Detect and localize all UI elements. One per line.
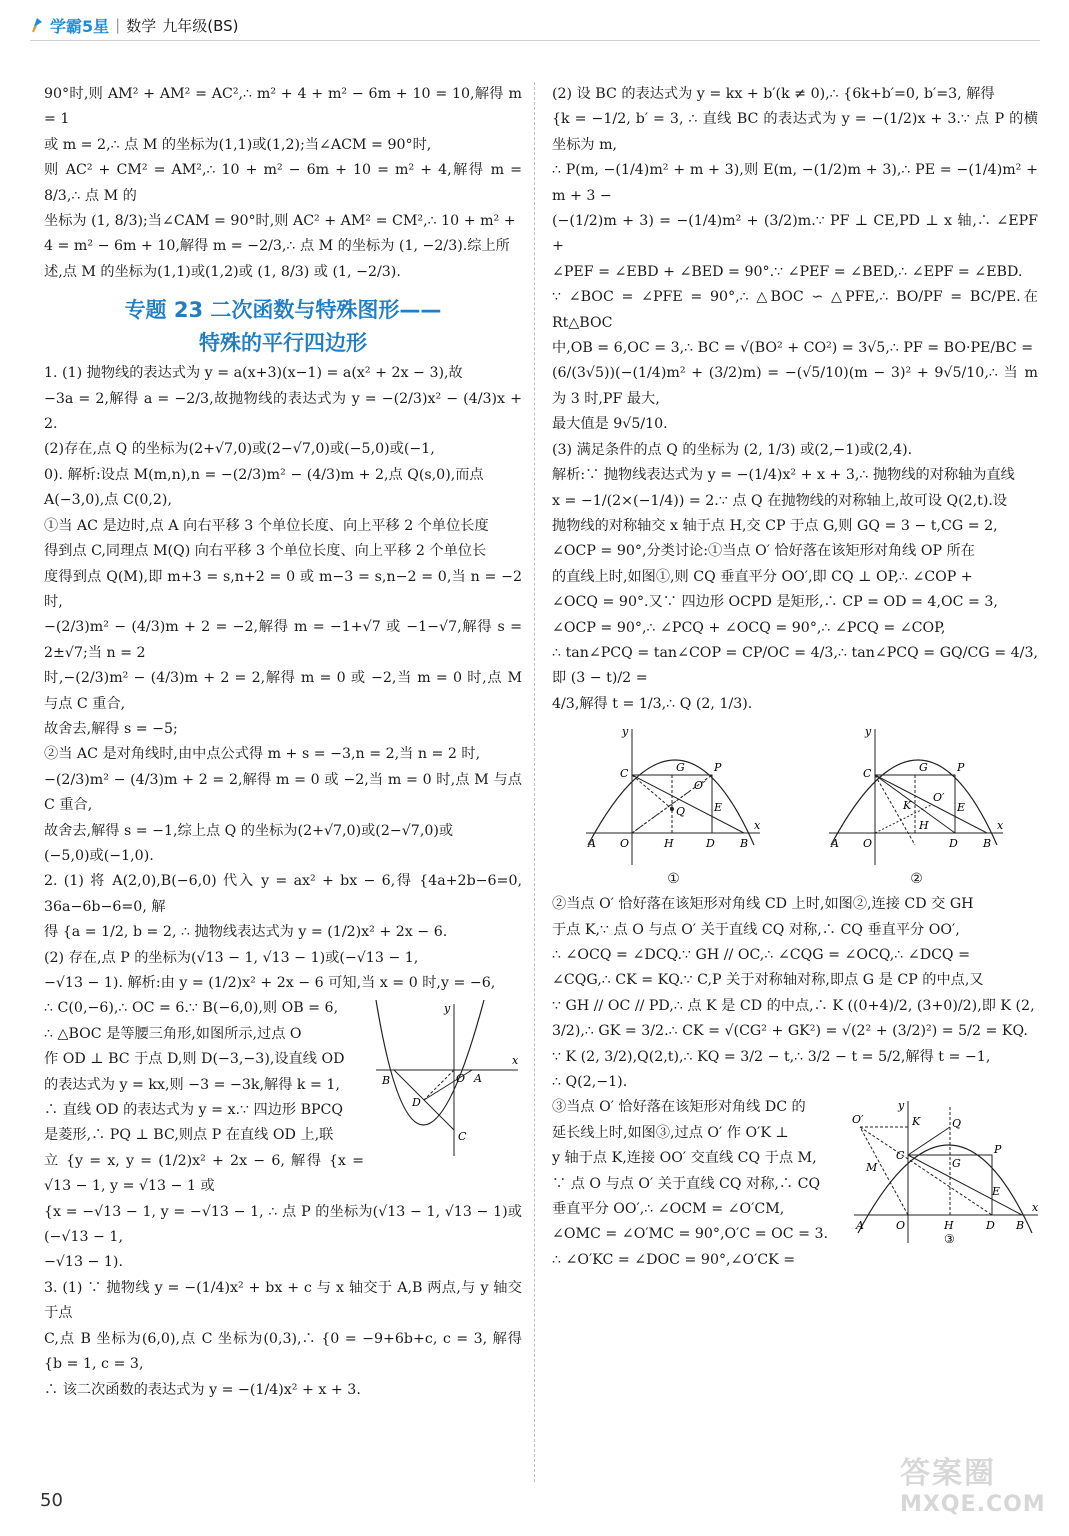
right-body2-line: ∵ K (2, 3/2),Q(2,t),∴ KQ = 3/2 − t,∴ 3/2 − t = 5/2,解得 t = −1, bbox=[552, 1048, 991, 1065]
right-body-line: (3) 满足条件的点 Q 的坐标为 (2, 1/3) 或(2,−1)或(2,4). bbox=[552, 441, 913, 458]
right-body2-line: 垂直平分 OO′,∴ ∠OCM = ∠O′CM, bbox=[552, 1201, 785, 1218]
fig-label: A bbox=[474, 1072, 482, 1086]
fig1-label: O′ bbox=[693, 779, 706, 793]
figure-1-caption: ① bbox=[667, 871, 680, 888]
left-body-line: 是菱形,∴ PQ ⊥ BC,则点 P 在直线 OD 上,联 bbox=[44, 1127, 334, 1144]
right-body2-line: 延长线上时,如图③,过点 O′ 作 O′K ⊥ bbox=[552, 1124, 789, 1141]
left-intro-line: 4 = m² − 6m + 10,解得 m = −2/3,∴ 点 M 的坐标为 (1, −2/3).综上所 bbox=[44, 238, 510, 255]
fig2-label: G bbox=[918, 761, 928, 775]
right-column bbox=[552, 82, 1038, 1273]
fig2-label: y bbox=[864, 725, 871, 739]
fig3-label: D bbox=[986, 1219, 995, 1233]
right-body-line: ∠PEF = ∠EBD + ∠BED = 90°.∵ ∠PEF = ∠BED,∴ ∠EPF = ∠EBD. bbox=[552, 263, 1023, 280]
fig2-label: O bbox=[862, 837, 872, 851]
right-body2-line: ∵ 点 O 与点 O′ 关于直线 CQ 对称,∴ CQ bbox=[552, 1175, 821, 1192]
figure-3 bbox=[852, 1097, 1042, 1256]
fig-label: D bbox=[412, 1096, 421, 1110]
fig3-label: E bbox=[992, 1185, 1001, 1199]
right-body-line: (−(1/2)m + 3) = −(1/4)m² + (3/2)m.∵ PF ⊥ CE,PD ⊥ x 轴,∴ ∠EPF + bbox=[552, 213, 1038, 255]
right-body-line: (6/(3√5))(−(1/4)m² + (3/2)m) = −(√5/10)(m − 3)² + 9√5/10,∴ 当 m 为 3 时,PF 最大, bbox=[552, 365, 1038, 407]
left-body-line: (2)存在,点 Q 的坐标为(2+√7,0)或(2−√7,0)或(−5,0)或(−1, bbox=[44, 441, 435, 458]
right-body-line: ∠OCP = 90°,分类讨论:①当点 O′ 恰好落在该矩形对角线 OP 所在 bbox=[552, 543, 975, 560]
right-body-line: (2) 设 BC 的表达式为 y = kx + b′(k ≠ 0),∴ {6k+b′=0, b′=3, 解得 bbox=[552, 86, 995, 102]
fig2-label: E bbox=[956, 801, 965, 815]
left-body-line: ∴ △BOC 是等腰三角形,如图所示,过点 O bbox=[44, 1025, 302, 1042]
right-body2-line: ∠OMC = ∠O′MC = 90°,O′C = OC = 3. bbox=[552, 1226, 829, 1243]
left-body-line: −(2/3)m² − (4/3)m + 2 = −2,解得 m = −1+√7 或 −1−√7,解得 s = 2±√7;当 n = 2 bbox=[44, 619, 522, 661]
fig-label: B bbox=[382, 1074, 391, 1088]
fig2-label: D bbox=[948, 837, 958, 851]
left-body-line: 的表达式为 y = kx,则 −3 = −3k,解得 k = 1, bbox=[44, 1076, 340, 1093]
fig1-label: E bbox=[713, 801, 722, 815]
left-body-line: 立 {y = x, y = (1/2)x² + 2x − 6, 解得 {x = √13 − 1, y = √13 − 1 或 bbox=[44, 1152, 364, 1195]
fig1-label: y bbox=[621, 725, 628, 739]
fig3-label: H bbox=[944, 1219, 954, 1233]
left-body-line: 故舍去,解得 s = −5; bbox=[44, 720, 178, 737]
left-body-line: {x = −√13 − 1, y = −√13 − 1, ∴ 点 P 的坐标为(√13 − 1, √13 − 1)或(−√13 − 1, bbox=[44, 1203, 522, 1246]
figure-2-caption: ② bbox=[910, 871, 923, 888]
fig2-label: P bbox=[956, 761, 964, 775]
fig-label: y bbox=[444, 1002, 451, 1016]
fig1-label: O bbox=[619, 837, 629, 851]
left-body-line: 作 OD ⊥ BC 于点 D,则 D(−3,−3),设直线 OD bbox=[44, 1051, 345, 1068]
right-body2-line: ∴ Q(2,−1). bbox=[552, 1074, 628, 1090]
right-body-line: ∴ tan∠PCQ = tan∠COP = CP/OC = 4/3,∴ tan∠PCQ = GQ/CG = 4/3,即 (3 − t)/2 = bbox=[552, 644, 1038, 687]
header-separator: | bbox=[115, 16, 121, 34]
fig3-label: Q bbox=[952, 1117, 962, 1131]
fig1-label: x bbox=[753, 819, 760, 833]
page-number: 50 bbox=[40, 1490, 63, 1511]
fig-label: O bbox=[456, 1072, 466, 1086]
left-body-line: A(−3,0),点 C(0,2), bbox=[44, 492, 172, 509]
fig3-label: C bbox=[896, 1149, 905, 1163]
brand-name: 学霸5星 bbox=[50, 16, 110, 36]
right-body2-line: ∴ ∠O′KC = ∠DOC = 90°,∠O′CK = bbox=[552, 1251, 796, 1268]
left-intro-line: 90°时,则 AM² + AM² = AC²,∴ m² + 4 + m² − 6m + 10 = 10,解得 m = 1 bbox=[44, 86, 522, 128]
fig-label: x bbox=[512, 1054, 519, 1068]
fig3-label: P bbox=[994, 1143, 1002, 1157]
topic-subtitle: 特殊的平行四边形 bbox=[199, 331, 367, 356]
right-body-line: ∴ P(m, −(1/4)m² + m + 3),则 E(m, −(1/2)m + 3),∴ PE = −(1/4)m² + m + 3 − bbox=[552, 162, 1038, 204]
header-grade: 九年级(BS) bbox=[162, 16, 239, 35]
column-separator bbox=[534, 82, 535, 1482]
topic-heading bbox=[44, 293, 522, 359]
fig1-label: D bbox=[705, 837, 715, 851]
left-body-line: −√13 − 1). bbox=[44, 1254, 123, 1271]
left-body-line: 得到点 C,同理点 M(Q) 向右平移 3 个单位长度、向上平移 2 个单位长 bbox=[44, 543, 487, 560]
right-body-line: ∠OCP = 90°,∴ ∠PCQ + ∠OCQ = 90°,∴ ∠PCQ = ∠COP, bbox=[552, 619, 946, 636]
fig1-label: P bbox=[713, 761, 721, 775]
left-body-line: ∴ 直线 OD 的表达式为 y = x.∵ 四边形 BPCQ bbox=[44, 1102, 344, 1119]
right-body-line: x = −1/(2×(−1/4)) = 2.∵ 点 Q 在抛物线的对称轴上,故可设 Q(2,t).设 bbox=[552, 492, 1008, 509]
left-body-line: C,点 B 坐标为(6,0),点 C 坐标为(0,3),∴ {0 = −9+6b+c, c = 3, 解得 {b = 1, c = 3, bbox=[44, 1330, 522, 1373]
left-body-line: ①当 AC 是边时,点 A 向右平移 3 个单位长度、向上平移 2 个单位长度 bbox=[44, 517, 489, 534]
fig3-label: O′ bbox=[852, 1113, 864, 1127]
fig1-label: Q bbox=[675, 805, 685, 819]
fig2-label: H bbox=[918, 819, 929, 833]
watermark bbox=[900, 1448, 1050, 1530]
left-parabola-figure bbox=[372, 1000, 522, 1169]
fig1-label: G bbox=[675, 761, 685, 775]
watermark-line1: 答案圈 bbox=[900, 1456, 996, 1491]
left-body-line: 度得到点 Q(M),即 m+3 = s,n+2 = 0 或 m−3 = s,n−2 = 0,当 n = −2 时, bbox=[44, 568, 522, 610]
right-body-line: 4/3,解得 t = 1/3,∴ Q (2, 1/3). bbox=[552, 695, 753, 712]
right-body-line: 抛物线的对称轴交 x 轴于点 H,交 CP 于点 G,则 GQ = 3 − t,CG = 2, bbox=[552, 517, 998, 534]
left-body-line: 得 {a = 1/2, b = 2, ∴ 抛物线表达式为 y = (1/2)x² + 2x − 6. bbox=[44, 924, 448, 941]
right-body2-line: ∠CQG,∴ CK = KQ.∵ C,P 关于对称轴对称,即点 G 是 CP 的中点,又 bbox=[552, 972, 984, 989]
left-intro-line: 坐标为 (1, 8/3);当∠CAM = 90°时,则 AC² + AM² = CM²,∴ 10 + m² + bbox=[44, 213, 516, 230]
fig2-label: x bbox=[996, 819, 1003, 833]
left-body-line: −(2/3)m² − (4/3)m + 2 = 2,解得 m = 0 或 −2,当 m = 0 时,点 M 与点 C 重合, bbox=[44, 771, 522, 814]
right-body2-line: ③当点 O′ 恰好落在该矩形对角线 DC 的 bbox=[552, 1099, 806, 1116]
fig3-label: O bbox=[896, 1219, 906, 1233]
left-body-line: ∴ 该二次函数的表达式为 y = −(1/4)x² + x + 3. bbox=[44, 1381, 361, 1398]
right-body-line: 解析:∵ 抛物线表达式为 y = −(1/4)x² + x + 3,∴ 抛物线的对称轴为直线 bbox=[552, 467, 1015, 484]
right-body2-line: 于点 K,∵ 点 O 与点 O′ 关于直线 CQ 对称,∴ CQ 垂直平分 OO′, bbox=[552, 921, 960, 938]
fig2-label: A bbox=[830, 837, 839, 851]
left-intro-line: 或 m = 2,∴ 点 M 的坐标为(1,1)或(1,2);当∠ACM = 90°时, bbox=[44, 136, 432, 153]
fig3-label: G bbox=[952, 1157, 961, 1171]
fig1-label: A bbox=[587, 837, 596, 851]
left-body-line: 0). 解析:设点 M(m,n),n = −(2/3)m² − (4/3)m + 2,点 Q(s,0),而点 bbox=[44, 466, 484, 483]
fig2-label: B bbox=[982, 837, 991, 851]
right-body-line: 的直线上时,如图①,则 CQ 垂直平分 OO′,即 CQ ⊥ OP,∴ ∠COP + bbox=[552, 568, 973, 585]
right-body2-line: y 轴于点 K,连接 OO′ 交直线 CQ 于点 M, bbox=[552, 1150, 817, 1167]
left-intro-line: 则 AC² + CM² = AM²,∴ 10 + m² − 6m + 10 = m² + 4,解得 m = 8/3,∴ 点 M 的 bbox=[44, 162, 522, 204]
left-body-line: (2) 存在,点 P 的坐标为(√13 − 1, √13 − 1)或(−√13 − 1, bbox=[44, 949, 419, 966]
fig-label: C bbox=[458, 1130, 467, 1144]
right-body-line: ∠OCQ = 90°.又∵ 四边形 OCPD 是矩形,∴ CP = OD = 4,OC = 3, bbox=[552, 594, 998, 611]
watermark-line2: MXQE.COM bbox=[900, 1492, 1046, 1517]
left-body-line: ②当 AC 是对角线时,由中点公式得 m + s = −3,n = 2,当 n = 2 时, bbox=[44, 746, 481, 763]
fig2-label: O′ bbox=[932, 791, 945, 805]
header-rule bbox=[30, 40, 1040, 41]
brand-logo-icon bbox=[30, 16, 44, 34]
right-body2-line: ∴ ∠OCQ = ∠DCQ.∵ GH // OC,∴ ∠CQG = ∠OCQ,∴ ∠DCQ = bbox=[552, 946, 970, 963]
left-column bbox=[44, 82, 522, 1403]
figure-2 bbox=[827, 725, 1007, 888]
left-body-line: ∴ C(0,−6),∴ OC = 6.∵ B(−6,0),则 OB = 6, bbox=[44, 1000, 339, 1017]
topic-title: 专题 23 二次函数与特殊图形—— bbox=[124, 298, 442, 323]
fig2-label: K bbox=[902, 799, 911, 813]
left-body-line: (−5,0)或(−1,0). bbox=[44, 847, 154, 864]
figure-1 bbox=[584, 725, 764, 888]
fig3-label: B bbox=[1016, 1219, 1025, 1233]
left-body-line: −√13 − 1). 解析:由 y = (1/2)x² + 2x − 6 可知,当 x = 0 时,y = −6, bbox=[44, 975, 496, 991]
right-body-line: 最大值是 9√5/10. bbox=[552, 416, 668, 433]
left-body-line: 时,−(2/3)m² − (4/3)m + 2 = 2,解得 m = 0 或 −2,当 m = 0 时,点 M 与点 C 重合, bbox=[44, 670, 522, 712]
header-subject: 数学 bbox=[126, 16, 157, 35]
fig3-label: A bbox=[856, 1219, 864, 1233]
fig3-label: y bbox=[898, 1099, 905, 1113]
left-intro-line: 述,点 M 的坐标为(1,1)或(1,2)或 (1, 8/3) 或 (1, −2/3). bbox=[44, 263, 401, 280]
fig3-caption: ③ bbox=[944, 1232, 955, 1247]
right-body-line: 中,OB = 6,OC = 3,∴ BC = √(BO² + CO²) = 3√5,∴ PF = BO·PE/BC = bbox=[552, 340, 1034, 357]
fig3-label: K bbox=[912, 1115, 921, 1129]
fig1-label: H bbox=[663, 837, 674, 851]
fig2-label: C bbox=[862, 767, 871, 781]
page-header bbox=[30, 12, 238, 38]
right-body2-line: 3/2),∴ GK = 3/2.∴ CK = √(CG² + GK²) = √(2² + (3/2)²) = 5/2 = KQ. bbox=[552, 1023, 1028, 1040]
left-body-line: −3a = 2,解得 a = −2/3,故抛物线的表达式为 y = −(2/3)x² − (4/3)x + 2. bbox=[44, 390, 522, 433]
left-body-line: 故舍去,解得 s = −1,综上点 Q 的坐标为(2+√7,0)或(2−√7,0)或 bbox=[44, 822, 454, 839]
fig1-label: B bbox=[739, 837, 748, 851]
right-body-line: {k = −1/2, b′ = 3, ∴ 直线 BC 的表达式为 y = −(1/2)x + 3.∵ 点 P 的横坐标为 m, bbox=[552, 111, 1038, 153]
figures-row bbox=[552, 725, 1038, 888]
fig1-label: C bbox=[619, 767, 628, 781]
left-body-line: 3. (1) ∵ 抛物线 y = −(1/4)x² + bx + c 与 x 轴交于 A,B 两点,与 y 轴交于点 bbox=[44, 1279, 522, 1322]
right-body2-line: ②当点 O′ 恰好落在该矩形对角线 CD 上时,如图②,连接 CD 交 GH bbox=[552, 896, 974, 913]
left-body-line: 2. (1) 将 A(2,0),B(−6,0) 代入 y = ax² + bx − 6,得 {4a+2b−6=0, 36a−6b−6=0, 解 bbox=[44, 873, 522, 915]
fig3-label: x bbox=[1032, 1201, 1039, 1215]
left-body-line: 1. (1) 抛物线的表达式为 y = a(x+3)(x−1) = a(x² + 2x − 3),故 bbox=[44, 365, 463, 382]
right-body-line: ∵ ∠BOC = ∠PFE = 90°,∴ △BOC ∽ △PFE,∴ BO/PF = BC/PE.在 Rt△BOC bbox=[552, 289, 1038, 331]
fig3-label: M bbox=[866, 1161, 878, 1175]
right-body2-line: ∵ GH // OC // PD,∴ 点 K 是 CD 的中点,∴ K ((0+4)/2, (3+0)/2),即 K (2, bbox=[552, 997, 1035, 1014]
